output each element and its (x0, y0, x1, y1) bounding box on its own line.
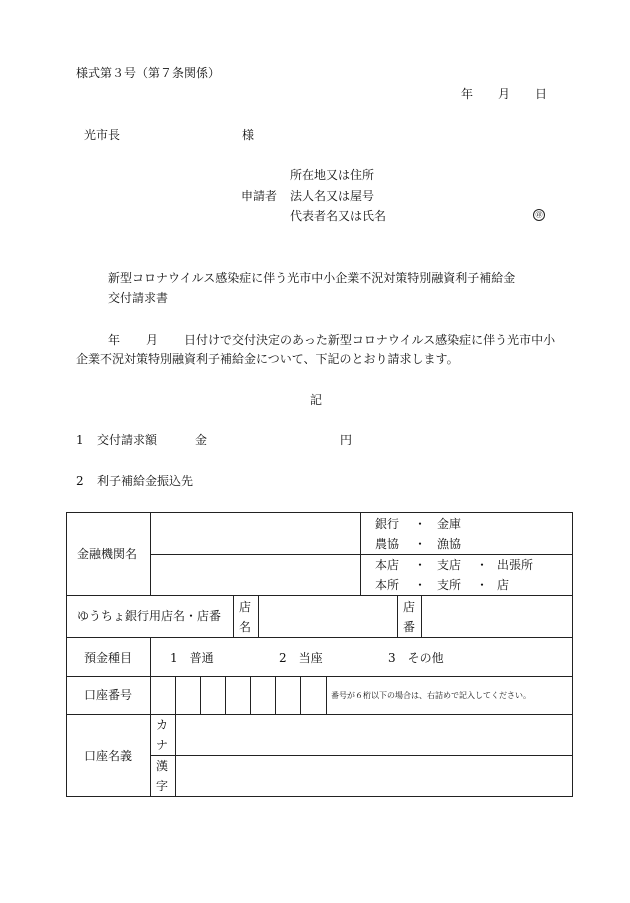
store-name-char-1: 店 (239, 600, 252, 614)
seal-mark: ㊞ (533, 209, 545, 221)
applicant-rep-label: 代表者名又は氏名 (290, 209, 387, 223)
type-bank: 銀行 (375, 517, 400, 531)
type-sep-2: ・ (414, 537, 427, 551)
kanji-char-2: 字 (156, 779, 169, 793)
store-name-char-2: 名 (239, 620, 252, 634)
addressee-honorific: 様 (242, 128, 255, 142)
kana-char-2: ナ (156, 738, 169, 752)
body-month: 月 (146, 333, 159, 347)
item2-number: 2 (76, 474, 84, 488)
holder-label: 口座名義 (84, 749, 133, 763)
ki-label: 記 (310, 393, 323, 407)
item1-yen: 円 (340, 433, 353, 447)
store-no-char-1: 店 (403, 600, 416, 614)
branch-sep-1: ・ (414, 558, 427, 572)
type-gyokyo: 漁協 (437, 537, 462, 551)
institution-label: 金融機関名 (77, 547, 138, 561)
applicant-corp-label: 法人名又は屋号 (290, 189, 375, 203)
branch-shisho: 支所 (437, 578, 462, 592)
body-line-1: 日付けで交付決定のあった新型コロナウイルス感染症に伴う光市中小 (184, 333, 556, 347)
branch-sep-2: ・ (476, 558, 489, 572)
item1-label: 交付請求額 (97, 433, 158, 447)
title-line-2: 交付請求書 (108, 291, 169, 305)
deposit-label: 預金種目 (84, 651, 133, 665)
applicant-address-label: 所在地又は住所 (290, 168, 375, 182)
account-note: 番号が６桁以下の場合は、右詰めで記入してください。 (331, 691, 531, 700)
item2-label: 利子補給金振込先 (97, 474, 194, 488)
branch-sep-4: ・ (476, 578, 489, 592)
branch-ten: 店 (497, 578, 510, 592)
yucho-label: ゆうちょ銀行用店名・店番 (77, 609, 222, 623)
item1-number: 1 (76, 433, 84, 447)
body-year: 年 (108, 333, 121, 347)
store-no-char-2: 番 (403, 620, 416, 634)
kanji-char-1: 漢 (156, 759, 169, 773)
item1-kin: 金 (195, 433, 208, 447)
branch-honsho: 本所 (375, 578, 400, 592)
branch-honten: 本店 (375, 558, 400, 572)
date-year-label: 年 (461, 87, 474, 101)
account-label: 口座番号 (84, 688, 133, 702)
date-day-label: 日 (535, 87, 548, 101)
kana-char-1: カ (156, 718, 169, 732)
type-nokyo: 農協 (375, 537, 400, 551)
type-sep-1: ・ (414, 517, 427, 531)
addressee-name: 光市長 (84, 128, 121, 142)
branch-sep-3: ・ (414, 578, 427, 592)
form-number: 様式第３号（第７条関係） (76, 66, 221, 80)
title-line-1: 新型コロナウイルス感染症に伴う光市中小企業不況対策特別融資利子補給金 (108, 271, 516, 285)
date-month-label: 月 (498, 87, 511, 101)
branch-shucchojo: 出張所 (497, 558, 534, 572)
branch-shiten: 支店 (437, 558, 462, 572)
body-line-2: 企業不況対策特別融資利子補給金について、下記のとおり請求します。 (76, 352, 459, 366)
applicant-role-label: 申請者 (241, 189, 278, 203)
deposit-option-other: 3 その他 (388, 651, 444, 665)
deposit-option-toza: 2 当座 (279, 651, 323, 665)
deposit-option-futsu: 1 普通 (170, 651, 214, 665)
type-shinkin: 金庫 (437, 517, 462, 531)
